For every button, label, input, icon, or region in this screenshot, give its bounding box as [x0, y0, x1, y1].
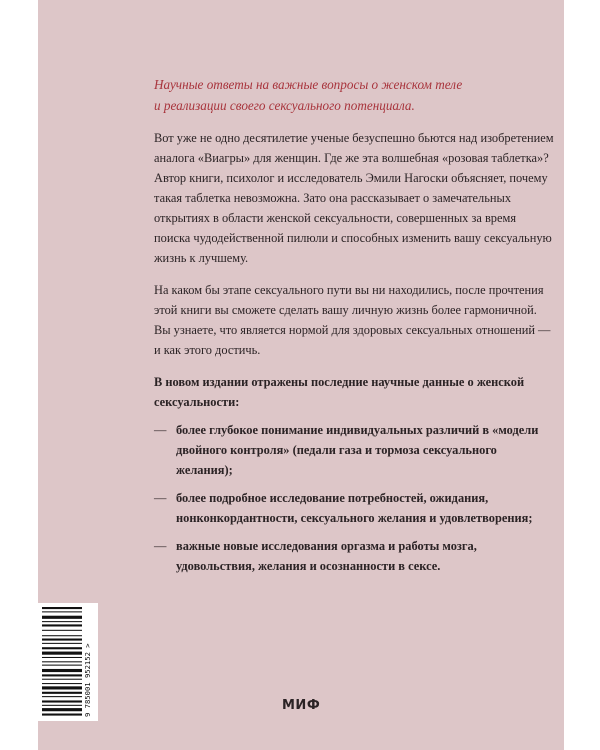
- barcode-bar: [42, 692, 82, 694]
- barcode-bar: [42, 643, 82, 644]
- list-item-text: более подробное исследование потребностей, ожидания, нонконкордантности, сексуального желания и удовлетворения;: [176, 491, 533, 525]
- tagline-line-1: Научные ответы на важные вопросы о женском теле: [154, 77, 463, 92]
- barcode-bar: [42, 657, 82, 658]
- barcode-bar: [42, 607, 82, 609]
- dash-bullet: —: [154, 539, 167, 553]
- barcode-bar: [42, 647, 82, 649]
- barcode-bar: [42, 683, 82, 684]
- barcode-bar: [42, 696, 82, 697]
- description-paragraph-1: Вот уже не одно десятилетие ученые безуспешно бьются над изобретением аналога «Виагры» для женщин. Где же эта волшебная «розовая таблетка»? Автор книги, психолог и исследователь Эмили Нагоски объясняет, почему такая таблетка невозможна. Зато она рассказывает о замечательных открытиях в области женской сексуальности, совершенных за время поиска чудодейственной пилюли и способных изменить вашу сексуальную жизнь к лучшему.: [154, 131, 554, 265]
- barcode-bar: [42, 714, 82, 716]
- dash-bullet: —: [154, 423, 167, 437]
- barcode-bar: [42, 635, 82, 636]
- barcode-bar: [42, 616, 82, 619]
- tagline: [154, 74, 554, 116]
- barcode-bar: [42, 705, 82, 706]
- barcode-graphic: [38, 603, 98, 721]
- barcode-bar: [42, 630, 82, 631]
- list-item: [154, 488, 554, 528]
- barcode-bar: [42, 665, 82, 666]
- cover-text: [154, 74, 554, 584]
- barcode-bar: [42, 679, 82, 680]
- barcode-bar: [42, 639, 82, 641]
- dash-bullet: —: [154, 491, 167, 505]
- list-item: [154, 536, 554, 576]
- barcode-bar: [42, 661, 82, 662]
- barcode-bar: [42, 674, 82, 676]
- tagline-line-2: и реализации своего сексуального потенциала.: [154, 98, 415, 113]
- edition-intro: В новом издании отражены последние научные данные о женской сексуальности:: [154, 375, 525, 409]
- description-paragraph-2: На каком бы этапе сексуального пути вы ни находились, после прочтения этой книги вы сможете сделать вашу личную жизнь более гармоничной. Вы узнаете, что является нормой для здоровых сексуальных отношений — и как этого достичь.: [154, 283, 551, 357]
- back-cover: [38, 0, 564, 750]
- barcode-bar: [42, 624, 82, 626]
- list-item: [154, 420, 554, 480]
- edition-list: [154, 420, 554, 576]
- list-item-text: важные новые исследования оргазма и работы мозга, удовольствия, желания и осознанности в сексе.: [176, 539, 477, 573]
- publisher-logo: МИФ: [282, 698, 321, 713]
- barcode-bar: [42, 621, 82, 622]
- isbn-barcode: [38, 603, 98, 721]
- barcode-digits: 9 785001 952152 >: [83, 643, 92, 717]
- barcode-bar: [42, 708, 82, 711]
- barcode-bar: [42, 652, 82, 655]
- barcode-bar: [42, 686, 82, 689]
- barcode-bar: [42, 611, 82, 612]
- barcode-bar: [42, 669, 82, 672]
- barcode-bar: [42, 700, 82, 702]
- list-item-text: более глубокое понимание индивидуальных различий в «модели двойного контроля» (педали газа и тормоза сексуального желания);: [176, 423, 539, 477]
